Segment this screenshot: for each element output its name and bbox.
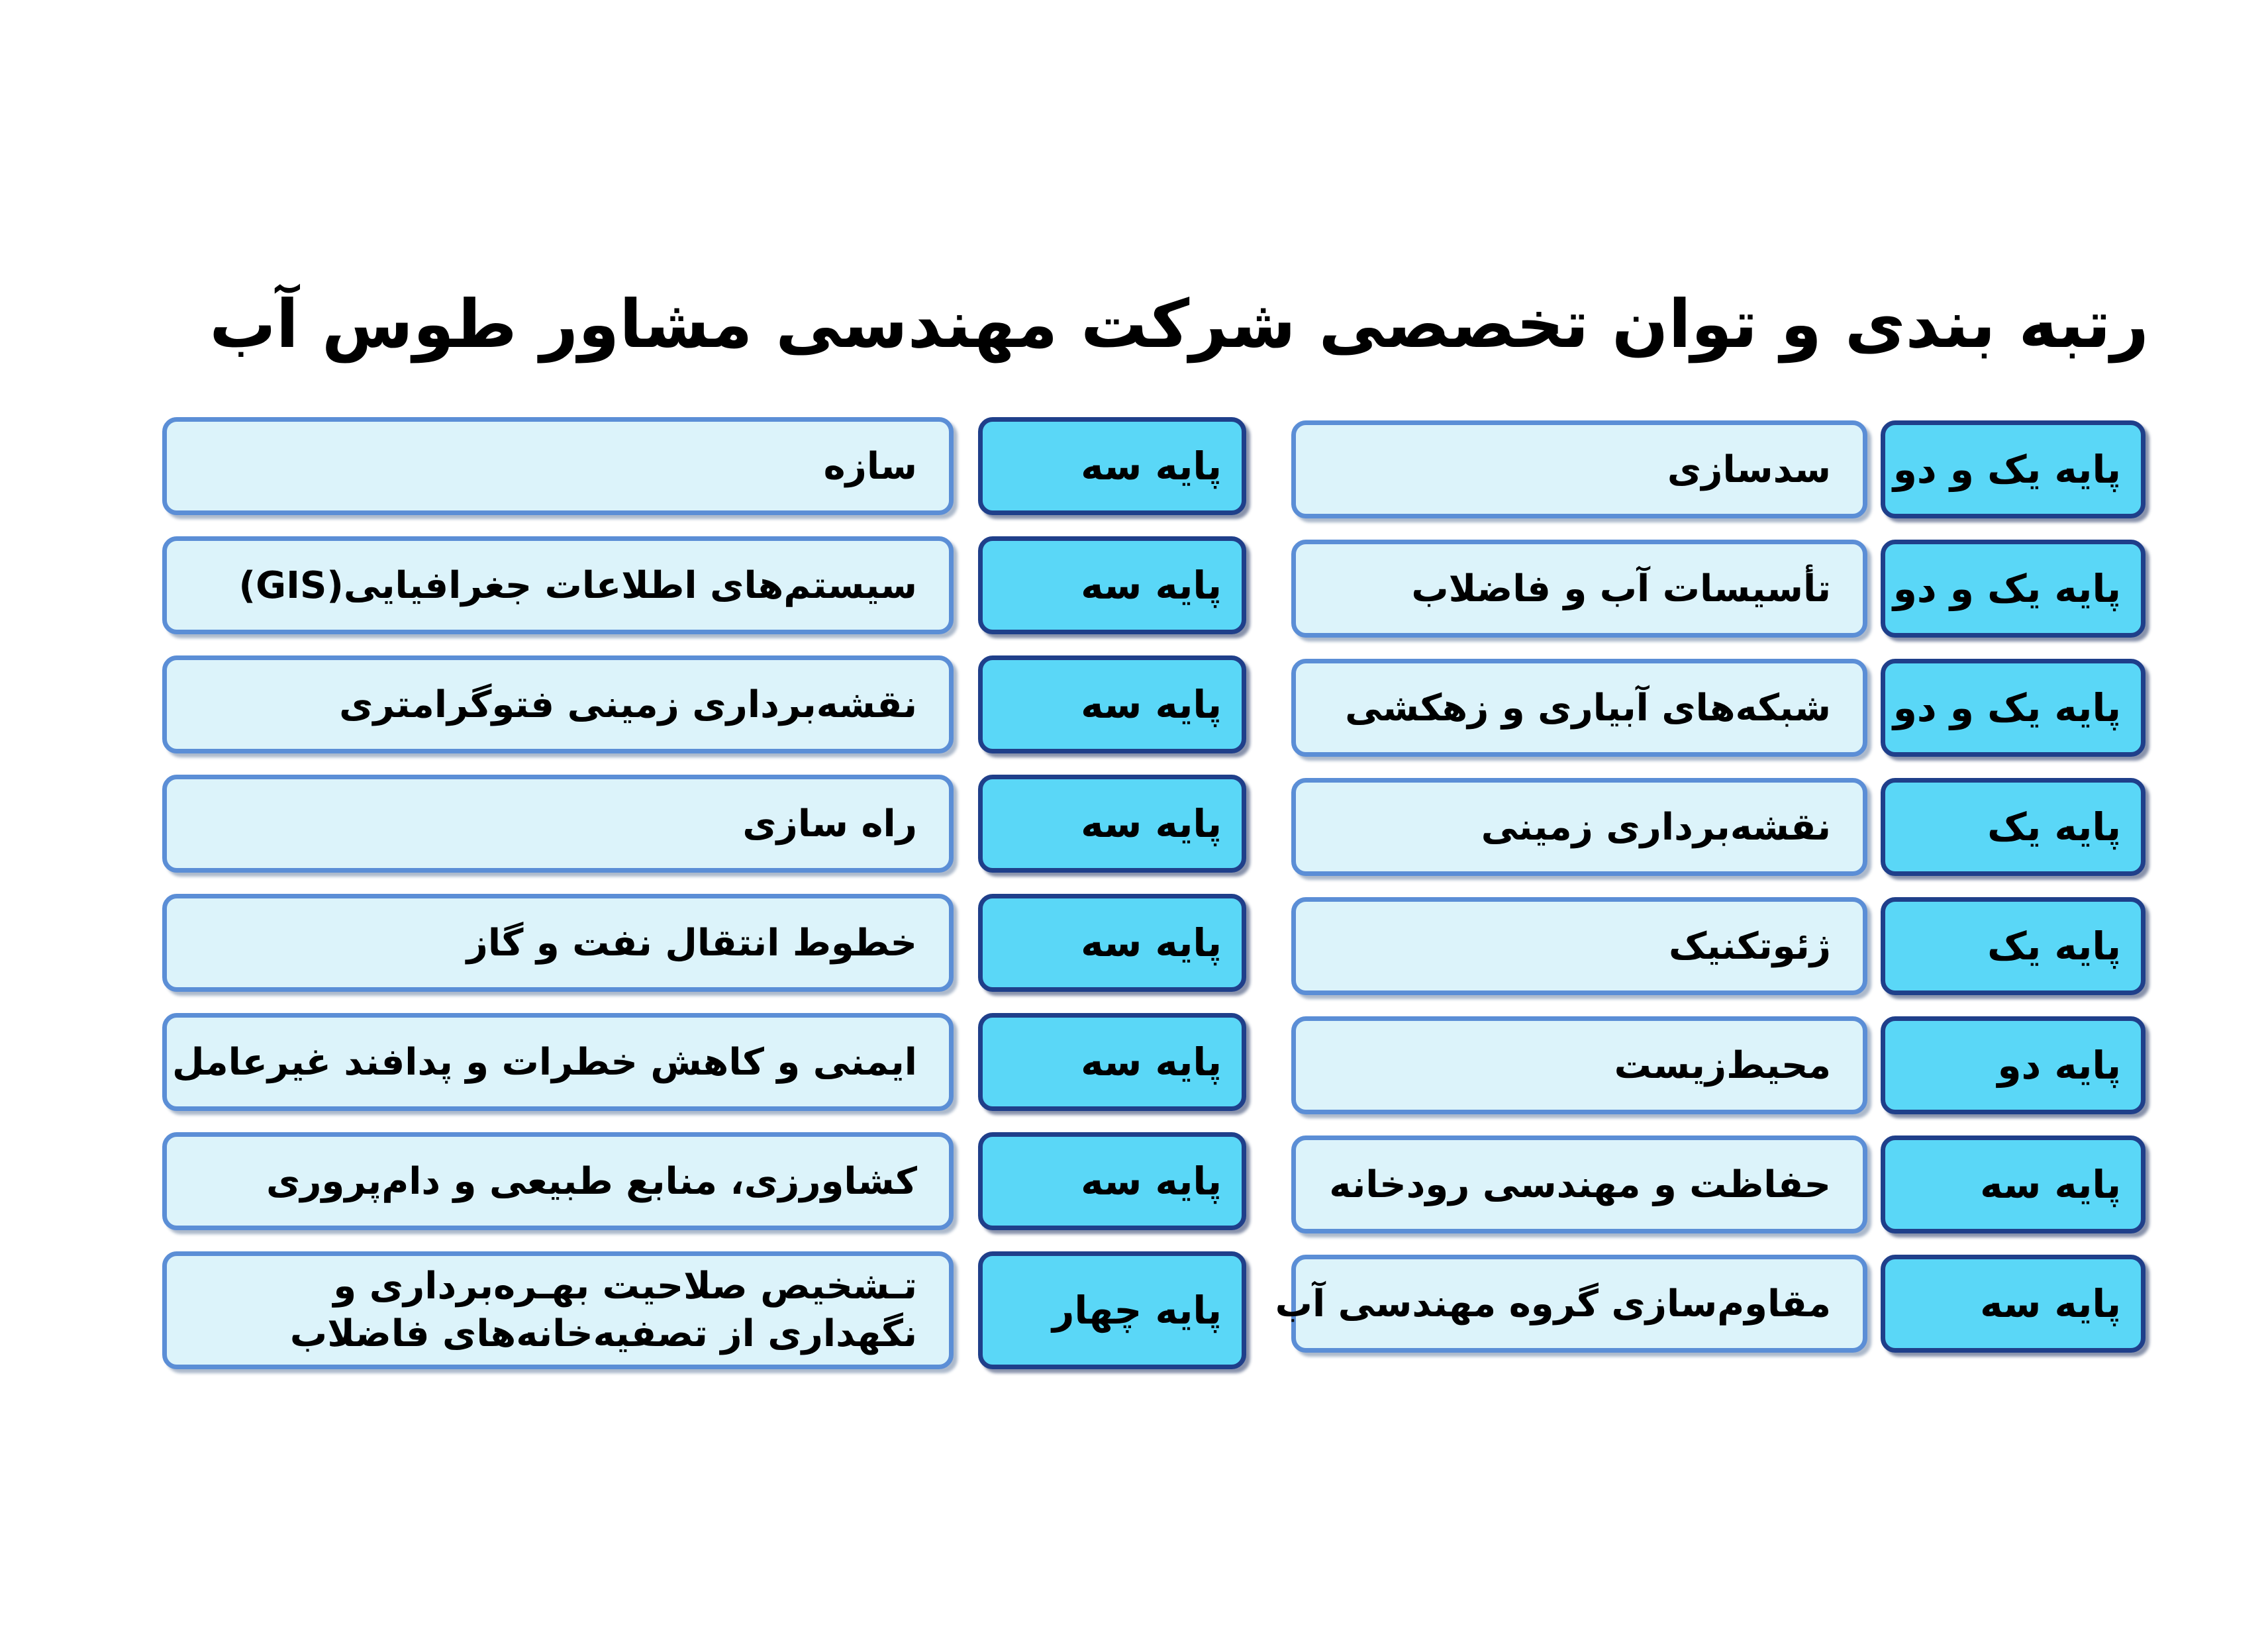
specialty-field: حفاظت و مهندسی رودخانه (1291, 1135, 1867, 1233)
specialty-field: ایمنی و کاهش خطرات و پدافند غیرعامل (162, 1013, 954, 1111)
grade-badge: پایه سه (978, 1013, 1246, 1111)
grade-badge: پایه یک (1881, 897, 2145, 995)
specialty-field: محیط‌زیست (1291, 1016, 1867, 1114)
grade-badge: پایه سه (1881, 1255, 2145, 1353)
grade-badge: پایه سه (978, 894, 1246, 992)
grade-badge: پایه سه (978, 775, 1246, 873)
grade-badge: پایه یک (1881, 778, 2145, 876)
specialty-field: مقاوم‌سازی گروه مهندسی آب (1291, 1255, 1867, 1353)
grade-badge: پایه یک و دو (1881, 540, 2145, 638)
grade-badge: پایه چهار (978, 1251, 1246, 1369)
grade-badge: پایه سه (978, 417, 1246, 515)
specialty-field: تأسیسات آب و فاضلاب (1291, 540, 1867, 638)
grade-badge: پایه سه (978, 655, 1246, 753)
specialty-field: کشاورزی، منابع طبیعی و دام‌پروری (162, 1132, 954, 1230)
grade-badge: پایه یک و دو (1881, 420, 2145, 518)
specialty-field: تـشخیص صلاحیت بهـره‌برداری و نگهداری از تصفیه‌خانه‌های فاضلاب (162, 1251, 954, 1369)
grade-badge: پایه سه (978, 1132, 1246, 1230)
specialty-field: سازه (162, 417, 954, 515)
grade-badge: پایه یک و دو (1881, 659, 2145, 757)
grade-badge: پایه دو (1881, 1016, 2145, 1114)
specialty-field: راه سازی (162, 775, 954, 873)
specialty-field: ژئوتکنیک (1291, 897, 1867, 995)
specialty-field: خطوط انتقال نفت و گاز (162, 894, 954, 992)
specialty-field: نقشه‌برداری زمینی (1291, 778, 1867, 876)
specialty-field: سدسازی (1291, 420, 1867, 518)
specialty-field: نقشه‌برداری زمینی فتوگرامتری (162, 655, 954, 753)
grade-badge: پایه سه (1881, 1135, 2145, 1233)
page-title: رتبه بندی و توان تخصصی شرکت مهندسی مشاور طوس آب (209, 285, 2149, 363)
specialty-field: سیستم‌های اطلاعات جغرافیایی(GIS) (162, 536, 954, 634)
grade-badge: پایه سه (978, 536, 1246, 634)
specialty-field: شبکه‌های آبیاری و زهکشی (1291, 659, 1867, 757)
